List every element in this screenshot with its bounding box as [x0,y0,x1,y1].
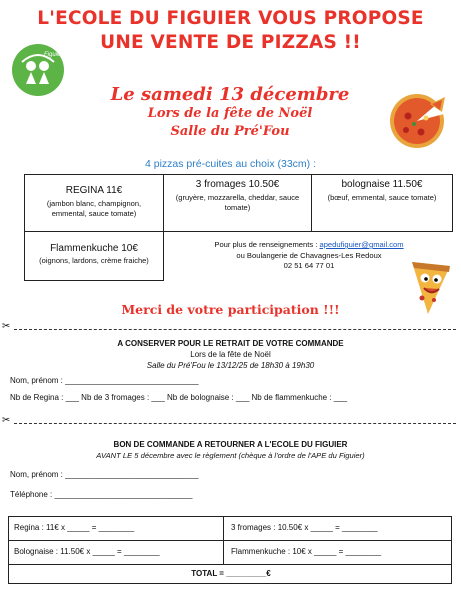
contact-bakery: ou Boulangerie de Chavagnes-Les Redoux [236,250,382,260]
pizza-card-regina [24,174,164,232]
pizza-card-bolognaise [311,174,453,232]
menu-heading: 4 pizzas pré-cuites au choix (33cm) : [145,158,316,170]
pizza-name: 3 fromages 10.50€ [195,179,280,190]
contact-prefix: Pour plus de renseignements : [214,240,320,249]
event-venue: Salle du Pré'Fou [170,124,290,139]
order-line-regina[interactable]: Regina : 11€ x _____ = ________ [14,523,135,532]
event-date: Le samedi 13 décembre [110,84,350,105]
order-line-flammenkuche[interactable]: Flammenkuche : 10€ x _____ = ________ [231,547,382,556]
retrait-event: Lors de la fête de Noël [190,350,271,359]
pizza-ingredients: (bœuf, emmental, sauce tomate) [327,193,437,202]
table-divider [9,564,451,565]
pizza-name: bolognaise 11.50€ [341,179,423,190]
contact-email-link[interactable]: apedufiguier@gmail.com [319,240,404,249]
table-divider [9,540,451,541]
bon-deadline: AVANT LE 5 décembre avec le règlement (chèque à l'ordre de l'APE du Figuier) [96,451,365,460]
event-occasion: Lors de la fête de Noël [147,106,313,121]
pizza-name: Flammenkuche 10€ [50,243,138,254]
cut-line [14,423,456,424]
order-line-3-fromages[interactable]: 3 fromages : 10.50€ x _____ = ________ [231,523,378,532]
title-line-1: L'ECOLE DU FIGUIER VOUS PROPOSE [37,8,424,29]
retrait-details: Salle du Pré'Fou le 13/12/25 de 18h30 à 19h30 [146,361,315,370]
bon-heading: BON DE COMMANDE A RETOURNER A L'ECOLE DU FIGUIER [113,440,348,449]
pizza-name: REGINA 11€ [65,185,123,196]
retrait-name-field[interactable]: Nom, prénom : ______________________________ [10,376,199,385]
bon-phone-field[interactable]: Téléphone : _______________________________ [10,490,193,499]
scissors-icon: ✂ [2,321,11,332]
order-line-bolognaise[interactable]: Bolognaise : 11.50€ x _____ = ________ [14,547,160,556]
retrait-counts-field[interactable]: Nb de Regina : ___ Nb de 3 fromages : ___ Nb de bolognaise : ___ Nb de flammenkuche : ___ [10,393,348,402]
scissors-icon: ✂ [2,415,11,426]
retrait-heading: A CONSERVER POUR LE RETRAIT DE VOTRE COMMANDE [117,339,344,348]
pizza-card-3-fromages [163,174,312,232]
thanks-message: Merci de votre participation !!! [121,302,340,317]
order-total[interactable]: TOTAL = _________€ [191,569,271,578]
cut-line [14,329,456,330]
table-divider [223,517,224,564]
pizza-ingredients: (jambon blanc, champignon, emmental, sauce tomate) [46,199,142,218]
bon-name-field[interactable]: Nom, prénom : ______________________________ [10,470,199,479]
pizza-ingredients: (oignons, lardons, crème fraiche) [39,256,149,265]
pizza-card-flammenkuche [24,231,164,281]
pizza-ingredients: (gruyère, mozzarella, cheddar, sauce tomate) [175,193,300,212]
school-logo [12,44,64,96]
pizza-illustration [386,88,448,150]
title-line-2: UNE VENTE DE PIZZAS !! [100,32,361,53]
contact-info [178,240,440,272]
logo-text: Figuier [44,52,63,58]
order-table [8,516,452,584]
contact-phone: 02 51 64 77 01 [283,261,335,270]
pizza-icon [386,88,448,150]
